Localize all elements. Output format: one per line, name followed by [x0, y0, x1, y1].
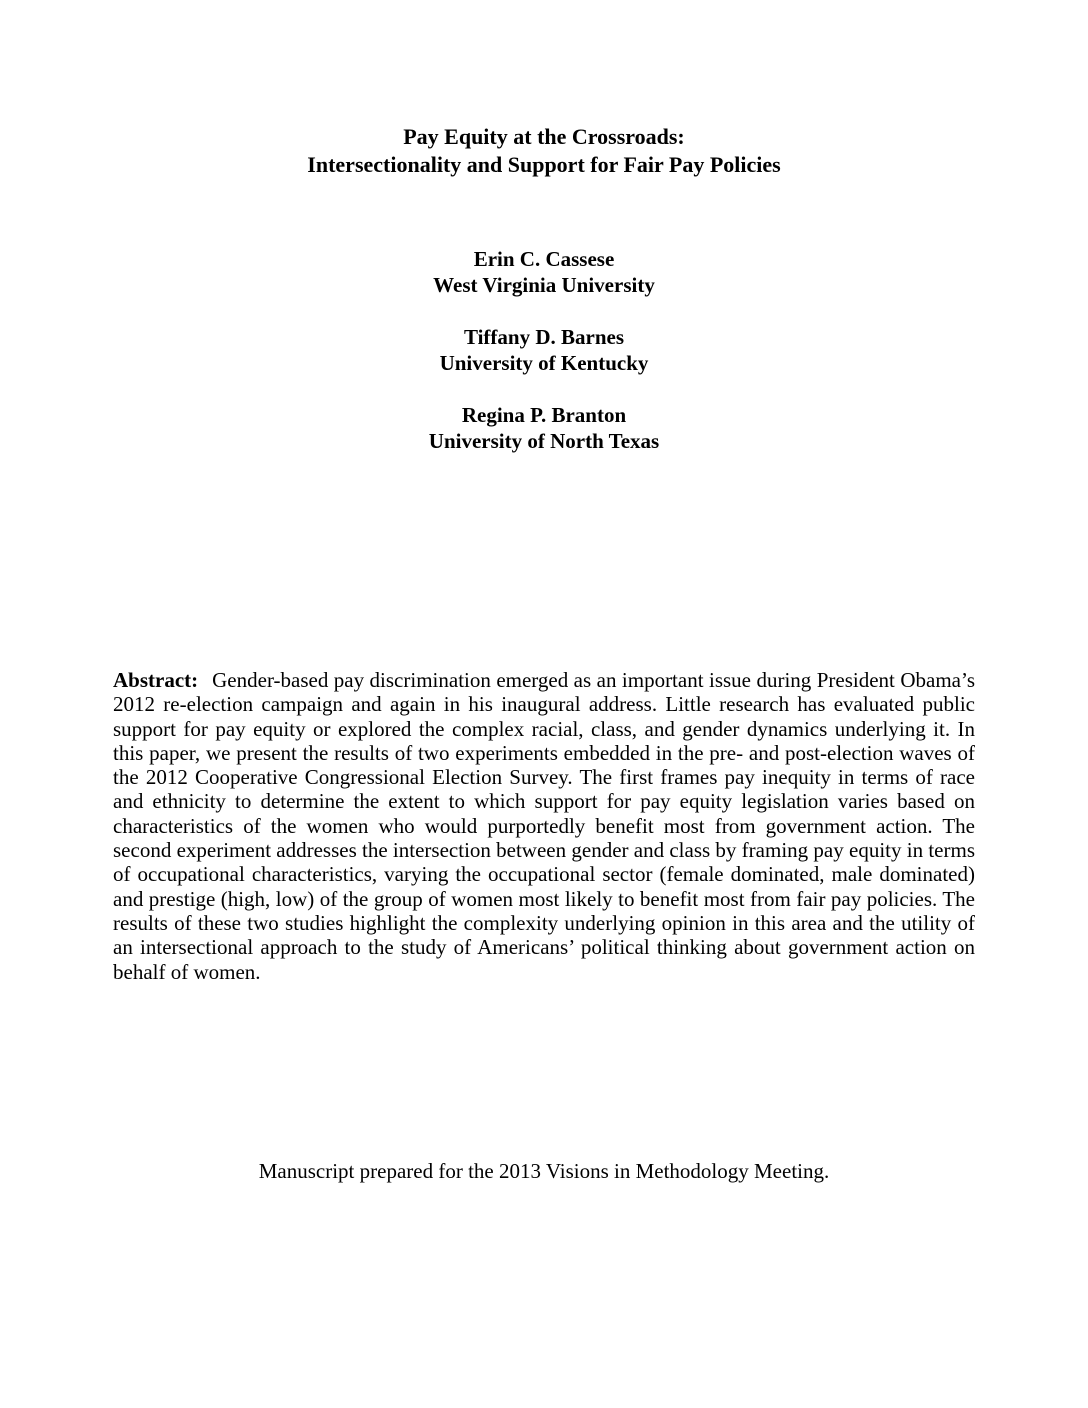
abstract-text: Gender-based pay discrimination emerged as an important issue during President Obama’s 2012 re-election campaign and again in his inaugural address. Little research has evaluated public support for pay equity or explored the complex racial, class, and gender dynamics underlying it. In this paper, we present the results of two experiments embedded in the pre- and post-election waves of the 2012 Cooperative Congressional Election Survey. The first frames pay inequity in terms of race and ethnicity to determine the extent to which support for pay equity legislation varies based on characteristics of the women who would purportedly benefit most from government action. The second experiment addresses the intersection between gender and class by framing pay equity in terms of occupational characteristics, varying the occupational sector (female dominated, male dominated) and prestige (high, low) of the group of women most likely to benefit most from fair pay policies. The results of these two studies highlight the complexity underlying opinion in this area and the utility of an intersectional approach to the study of Americans’ political thinking about government action on behalf of women.: [113, 668, 975, 984]
authors-block: [0, 246, 1088, 454]
author-name: Tiffany D. Barnes: [463, 325, 625, 349]
author-affiliation: University of North Texas: [428, 429, 660, 453]
author-affiliation: University of Kentucky: [439, 351, 649, 375]
manuscript-footnote: Manuscript prepared for the 2013 Visions in Methodology Meeting.: [258, 1159, 830, 1183]
author-name: Erin C. Cassese: [473, 247, 615, 271]
author-group: [0, 402, 1088, 454]
author-affiliation: West Virginia University: [433, 273, 655, 297]
author-group: [0, 324, 1088, 376]
paper-title-line-1: Pay Equity at the Crossroads:: [403, 124, 685, 149]
paper-title: [0, 123, 1088, 179]
paper-title-line-2: Intersectionality and Support for Fair Pay Policies: [307, 152, 781, 177]
author-name: Regina P. Branton: [461, 403, 627, 427]
abstract-paragraph: [113, 668, 975, 984]
abstract-label: Abstract:: [113, 668, 199, 692]
author-group: [0, 246, 1088, 298]
